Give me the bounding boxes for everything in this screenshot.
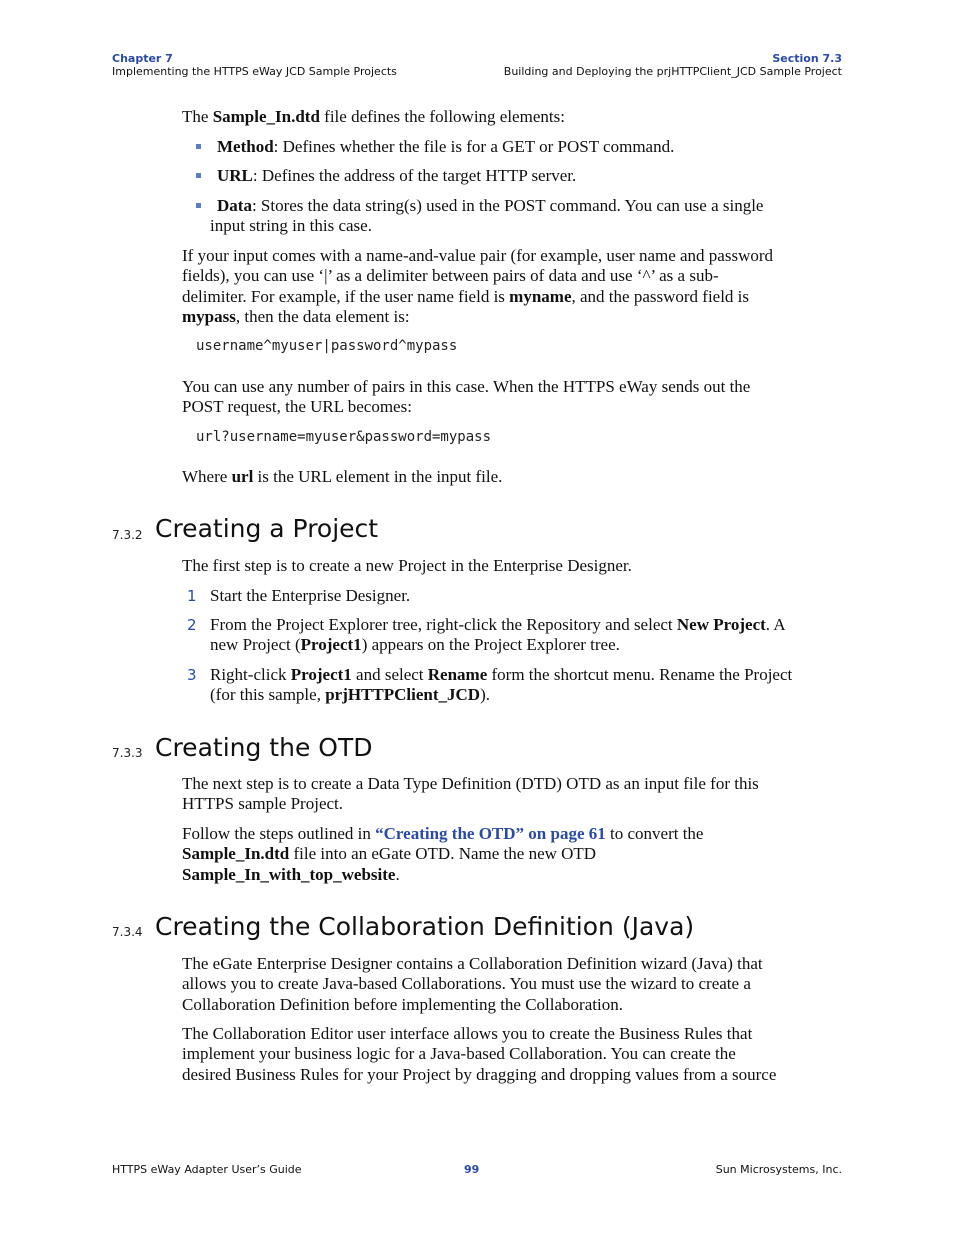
page-header-right xyxy=(504,52,842,78)
text: . xyxy=(395,864,400,884)
paragraph-line: If your input comes with a name-and-value pair (for example, user name and password xyxy=(182,246,774,265)
page-number: 99 xyxy=(464,1163,480,1176)
paragraph-line: implement your business logic for a Java-based Collaboration. You can create the xyxy=(182,1044,736,1064)
step-text: ) appears on the Project Explorer tree. xyxy=(361,635,620,655)
bold-term: Rename xyxy=(427,665,488,684)
step-text: (for this sample, xyxy=(210,685,326,705)
paragraph-line xyxy=(182,307,844,327)
bullet-text: : Defines whether the file is for a GET or POST command. xyxy=(273,137,675,156)
paragraph-line: desired Business Rules for your Project by dragging and dropping values from a source xyxy=(182,1064,777,1084)
chapter-title: Implementing the HTTPS eWay JCD Sample Projects xyxy=(112,65,397,78)
step-number: 1 xyxy=(187,587,197,605)
footer-company: Sun Microsystems, Inc. xyxy=(715,1163,842,1176)
paragraph xyxy=(182,954,844,1015)
intro-filename: Sample_In.dtd xyxy=(212,107,320,126)
step-number: 2 xyxy=(187,616,197,634)
step-text: new Project ( xyxy=(210,635,301,655)
step-text: Right-click xyxy=(210,665,291,684)
bullet-text-cont: input string in this case. xyxy=(210,216,372,236)
intro-paragraph xyxy=(182,107,844,127)
list-item xyxy=(210,196,844,237)
bold-term: prjHTTPClient_JCD xyxy=(325,685,481,705)
bullet-term: URL xyxy=(217,166,253,185)
bold-term: Project1 xyxy=(290,665,352,684)
bold-term: Sample_In.dtd xyxy=(182,844,290,864)
list-item xyxy=(210,166,844,186)
bullet-term: Data xyxy=(217,196,252,215)
step-text: From the Project Explorer tree, right-click the Repository and select xyxy=(210,615,677,634)
step-text: form the shortcut menu. Rename the Project xyxy=(487,665,793,684)
code-sample: username^myuser|password^mypass xyxy=(196,338,458,354)
bold-term: New Project xyxy=(676,615,766,634)
paragraph xyxy=(182,774,844,815)
paragraph-line: The Collaboration Editor user interface allows you to create the Business Rules that xyxy=(182,1024,753,1043)
text: Follow the steps outlined in xyxy=(182,824,376,843)
paragraph-line: fields), you can use ‘|’ as a delimiter between pairs of data and use ‘^’ as a sub- xyxy=(182,266,719,286)
footer-doc-title: HTTPS eWay Adapter User’s Guide xyxy=(112,1163,302,1176)
paragraph-line: You can use any number of pairs in this case. When the HTTPS eWay sends out the xyxy=(182,377,751,396)
bullet-icon xyxy=(196,203,201,208)
chapter-label: Chapter 7 xyxy=(112,52,173,65)
paragraph-line: The next step is to create a Data Type Definition (DTD) OTD as an input file for this xyxy=(182,774,759,793)
text: , and the password field is xyxy=(571,286,750,306)
section-heading: Creating the OTD xyxy=(155,733,373,762)
bullet-icon xyxy=(196,144,201,149)
step-text: Start the Enterprise Designer. xyxy=(210,586,411,605)
bullet-icon xyxy=(196,173,201,178)
bold-term: Sample_In_with_top_website xyxy=(182,864,396,884)
cross-reference-link[interactable]: “Creating the OTD” on page 61 xyxy=(375,824,606,843)
step-text: and select xyxy=(351,665,428,684)
page-header-left xyxy=(112,52,397,78)
paragraph-line: allows you to create Java-based Collaborations. You must use the wizard to create a xyxy=(182,974,751,994)
text: file into an eGate OTD. Name the new OTD xyxy=(289,844,597,864)
bold-term: mypass xyxy=(182,307,236,327)
paragraph-line: Collaboration Definition before implementing the Collaboration. xyxy=(182,994,623,1014)
step-text: ). xyxy=(480,685,491,705)
section-title: Building and Deploying the prjHTTPClient_JCD Sample Project xyxy=(503,65,842,78)
step-number: 3 xyxy=(187,666,197,684)
section-number: 7.3.2 xyxy=(112,528,143,542)
paragraph-line: POST request, the URL becomes: xyxy=(182,397,412,417)
text: to convert the xyxy=(605,824,704,843)
paragraph: The first step is to create a new Project in the Enterprise Designer. xyxy=(182,556,632,575)
bold-term: url xyxy=(231,467,254,486)
section-number: 7.3.4 xyxy=(112,925,143,939)
intro-text-end: file defines the following elements: xyxy=(319,107,565,126)
step-text: . A xyxy=(765,615,786,634)
bold-term: myname xyxy=(509,286,572,306)
paragraph-line: HTTPS sample Project. xyxy=(182,794,344,814)
bullet-text: : Stores the data string(s) used in the POST command. You can use a single xyxy=(251,196,764,215)
section-heading: Creating a Project xyxy=(155,514,379,543)
list-item xyxy=(210,137,844,157)
code-sample: url?username=myuser&password=mypass xyxy=(196,429,492,445)
list-item xyxy=(187,586,844,606)
bold-term: Project1 xyxy=(300,635,362,655)
paragraph xyxy=(182,467,844,487)
list-item xyxy=(187,665,844,706)
text: Where xyxy=(182,467,232,486)
text: , then the data element is: xyxy=(235,307,410,327)
bullet-text: : Defines the address of the target HTTP server. xyxy=(252,166,577,185)
paragraph xyxy=(182,246,844,328)
paragraph-line xyxy=(182,287,844,307)
intro-text: The xyxy=(182,107,213,126)
bullet-term: Method xyxy=(217,137,274,156)
paragraph xyxy=(182,824,844,885)
paragraph-line: The eGate Enterprise Designer contains a Collaboration Definition wizard (Java) that xyxy=(182,954,763,973)
section-number: 7.3.3 xyxy=(112,746,143,760)
section-heading: Creating the Collaboration Definition (Java) xyxy=(155,912,695,941)
text: is the URL element in the input file. xyxy=(253,467,503,486)
list-item xyxy=(187,615,844,656)
text: delimiter. For example, if the user name field is xyxy=(182,286,510,306)
paragraph xyxy=(182,1024,844,1085)
section-label: Section 7.3 xyxy=(772,52,842,65)
paragraph xyxy=(182,377,844,418)
